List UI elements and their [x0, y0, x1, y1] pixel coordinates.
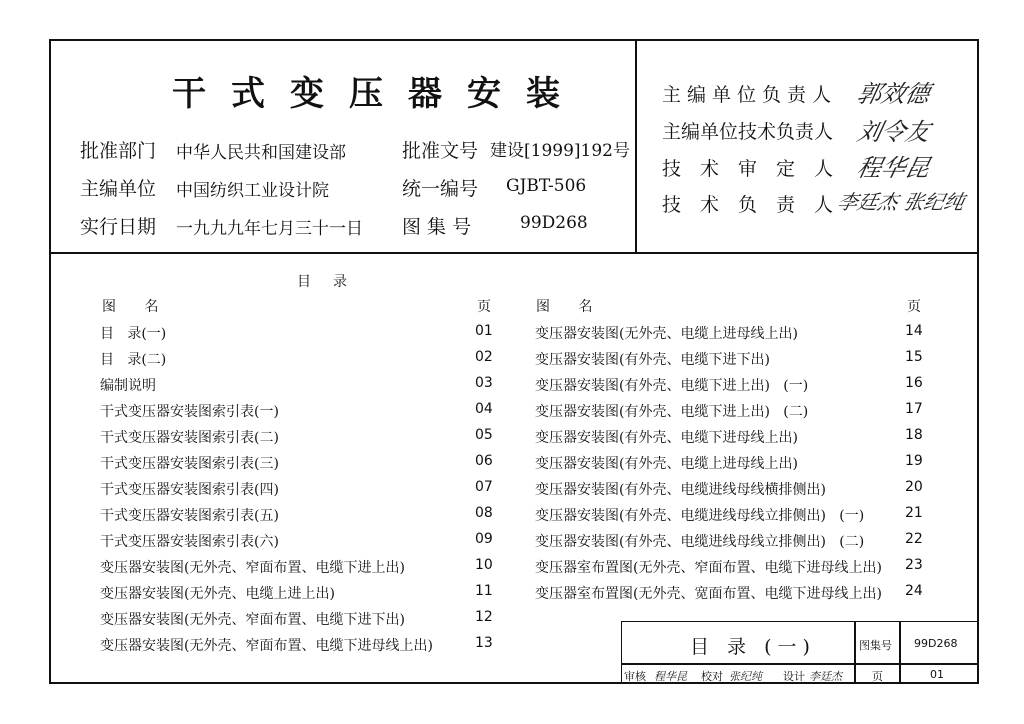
- toc-item-page: 11: [475, 583, 493, 599]
- signature-label-tech-lead: 技术负责人: [662, 194, 853, 216]
- toc-item-page: 04: [475, 401, 493, 417]
- toc-item-name: 变压器安装图(有外壳、电缆下进母线上出): [535, 430, 798, 446]
- signature-tech-lead: 李廷杰 张纪纯: [835, 190, 967, 214]
- page-number: 01: [930, 668, 944, 681]
- toc-item-page: 08: [475, 505, 493, 521]
- toc-right-page-header: 页: [907, 299, 921, 315]
- toc-item-name: 变压器安装图(有外壳、电缆下进上出) (一): [535, 378, 809, 394]
- check-label: 校对: [701, 670, 723, 683]
- toc-item-name: 变压器安装图(有外壳、电缆进线母线立排侧出) (二): [535, 534, 865, 550]
- header-divider-horizontal: [49, 252, 979, 254]
- signature-approver: 程华昆: [854, 154, 933, 182]
- toc-item-name: 变压器室布置图(无外壳、窄面布置、电缆下进母线上出): [535, 560, 882, 576]
- toc-item-page: 03: [475, 375, 493, 391]
- toc-item-name: 干式变压器安装图索引表(五): [100, 508, 279, 524]
- signature-chief: 郭效德: [854, 80, 933, 108]
- drawing-name: 目 录 (一): [690, 636, 816, 658]
- toc-item-name: 变压器安装图(无外壳、电缆上进母线上出): [535, 326, 798, 342]
- toc-item-page: 15: [905, 349, 923, 365]
- signature-label-chief: 主编单位负责人: [662, 84, 838, 106]
- effective-date-value: 一九九九年七月三十一日: [176, 219, 363, 239]
- toc-right-name-header: 图 名: [536, 299, 605, 315]
- header-divider-vertical: [635, 39, 637, 254]
- toc-item-name: 干式变压器安装图索引表(二): [100, 430, 279, 446]
- design-label: 设计: [783, 670, 805, 683]
- signature-tech-chief: 刘令友: [854, 118, 933, 146]
- toc-item-page: 16: [905, 375, 923, 391]
- toc-item-name: 目 录(二): [100, 352, 167, 368]
- toc-item-name: 变压器安装图(无外壳、窄面布置、电缆下进母线上出): [100, 638, 433, 654]
- atlas-title: 干式变压器安装: [172, 74, 585, 114]
- toc-item-name: 干式变压器安装图索引表(六): [100, 534, 279, 550]
- toc-item-name: 变压器安装图(有外壳、电缆上进母线上出): [535, 456, 798, 472]
- toc-item-page: 19: [905, 453, 923, 469]
- title-block-col2: [899, 621, 901, 684]
- atlas-no-label-block: 图集号: [859, 639, 892, 652]
- toc-item-page: 05: [475, 427, 493, 443]
- toc-left-page-header: 页: [477, 299, 491, 315]
- editor-unit-label: 主编单位: [80, 178, 157, 200]
- approval-doc-value: 建设[1999]192号: [490, 141, 630, 161]
- toc-item-name: 变压器安装图(有外壳、电缆进线母线横排侧出): [535, 482, 826, 498]
- atlas-no-value: 99D268: [520, 213, 588, 233]
- approval-dept-label: 批准部门: [80, 140, 157, 162]
- review-signature: 程华昆: [654, 670, 687, 683]
- title-block-col1: [854, 621, 856, 684]
- toc-item-page: 10: [475, 557, 493, 573]
- approval-doc-label: 批准文号: [402, 140, 479, 162]
- toc-item-page: 02: [475, 349, 493, 365]
- toc-item-name: 变压器安装图(无外壳、电缆上进上出): [100, 586, 335, 602]
- toc-item-page: 18: [905, 427, 923, 443]
- toc-item-name: 变压器安装图(有外壳、电缆下进下出): [535, 352, 770, 368]
- toc-left-name-header: 图 名: [102, 299, 171, 315]
- review-label: 审核: [624, 670, 646, 683]
- toc-item-name: 干式变压器安装图索引表(四): [100, 482, 279, 498]
- toc-item-name: 干式变压器安装图索引表(三): [100, 456, 279, 472]
- toc-item-name: 变压器安装图(有外壳、电缆进线母线立排侧出) (一): [535, 508, 865, 524]
- toc-item-page: 20: [905, 479, 923, 495]
- toc-item-page: 23: [905, 557, 923, 573]
- toc-item-page: 01: [475, 323, 493, 339]
- atlas-no-label: 图 集 号: [402, 216, 472, 238]
- toc-item-page: 24: [905, 583, 923, 599]
- approval-dept-value: 中华人民共和国建设部: [176, 143, 346, 163]
- atlas-no-block: 99D268: [914, 637, 958, 650]
- effective-date-label: 实行日期: [80, 216, 157, 238]
- toc-item-name: 变压器室布置图(无外壳、宽面布置、电缆下进母线上出): [535, 586, 882, 602]
- toc-item-page: 14: [905, 323, 923, 339]
- toc-item-page: 07: [475, 479, 493, 495]
- toc-item-page: 13: [475, 635, 493, 651]
- toc-item-page: 09: [475, 531, 493, 547]
- editor-unit-value: 中国纺织工业设计院: [176, 181, 329, 201]
- title-block-divider: [621, 663, 979, 665]
- toc-item-name: 变压器安装图(有外壳、电缆下进上出) (二): [535, 404, 809, 420]
- toc-item-name: 变压器安装图(无外壳、窄面布置、电缆下进上出): [100, 560, 405, 576]
- design-signature: 李廷杰: [809, 670, 842, 683]
- toc-title: 目录: [297, 274, 369, 290]
- unified-no-label: 统一编号: [402, 178, 479, 200]
- toc-item-page: 06: [475, 453, 493, 469]
- toc-item-page: 12: [475, 609, 493, 625]
- toc-item-name: 变压器安装图(无外壳、窄面布置、电缆下进下出): [100, 612, 405, 628]
- check-signature: 张纪纯: [729, 670, 762, 683]
- toc-item-name: 编制说明: [100, 378, 156, 394]
- page-label: 页: [872, 670, 883, 683]
- toc-item-page: 17: [905, 401, 923, 417]
- unified-no-value: GJBT-506: [506, 176, 587, 196]
- toc-item-page: 22: [905, 531, 923, 547]
- signature-label-approver: 技术审定人: [662, 158, 853, 180]
- toc-item-name: 干式变压器安装图索引表(一): [100, 404, 279, 420]
- toc-item-page: 21: [905, 505, 923, 521]
- toc-item-name: 目 录(一): [100, 326, 167, 342]
- signature-label-tech-chief: 主编单位技术负责人: [662, 121, 834, 143]
